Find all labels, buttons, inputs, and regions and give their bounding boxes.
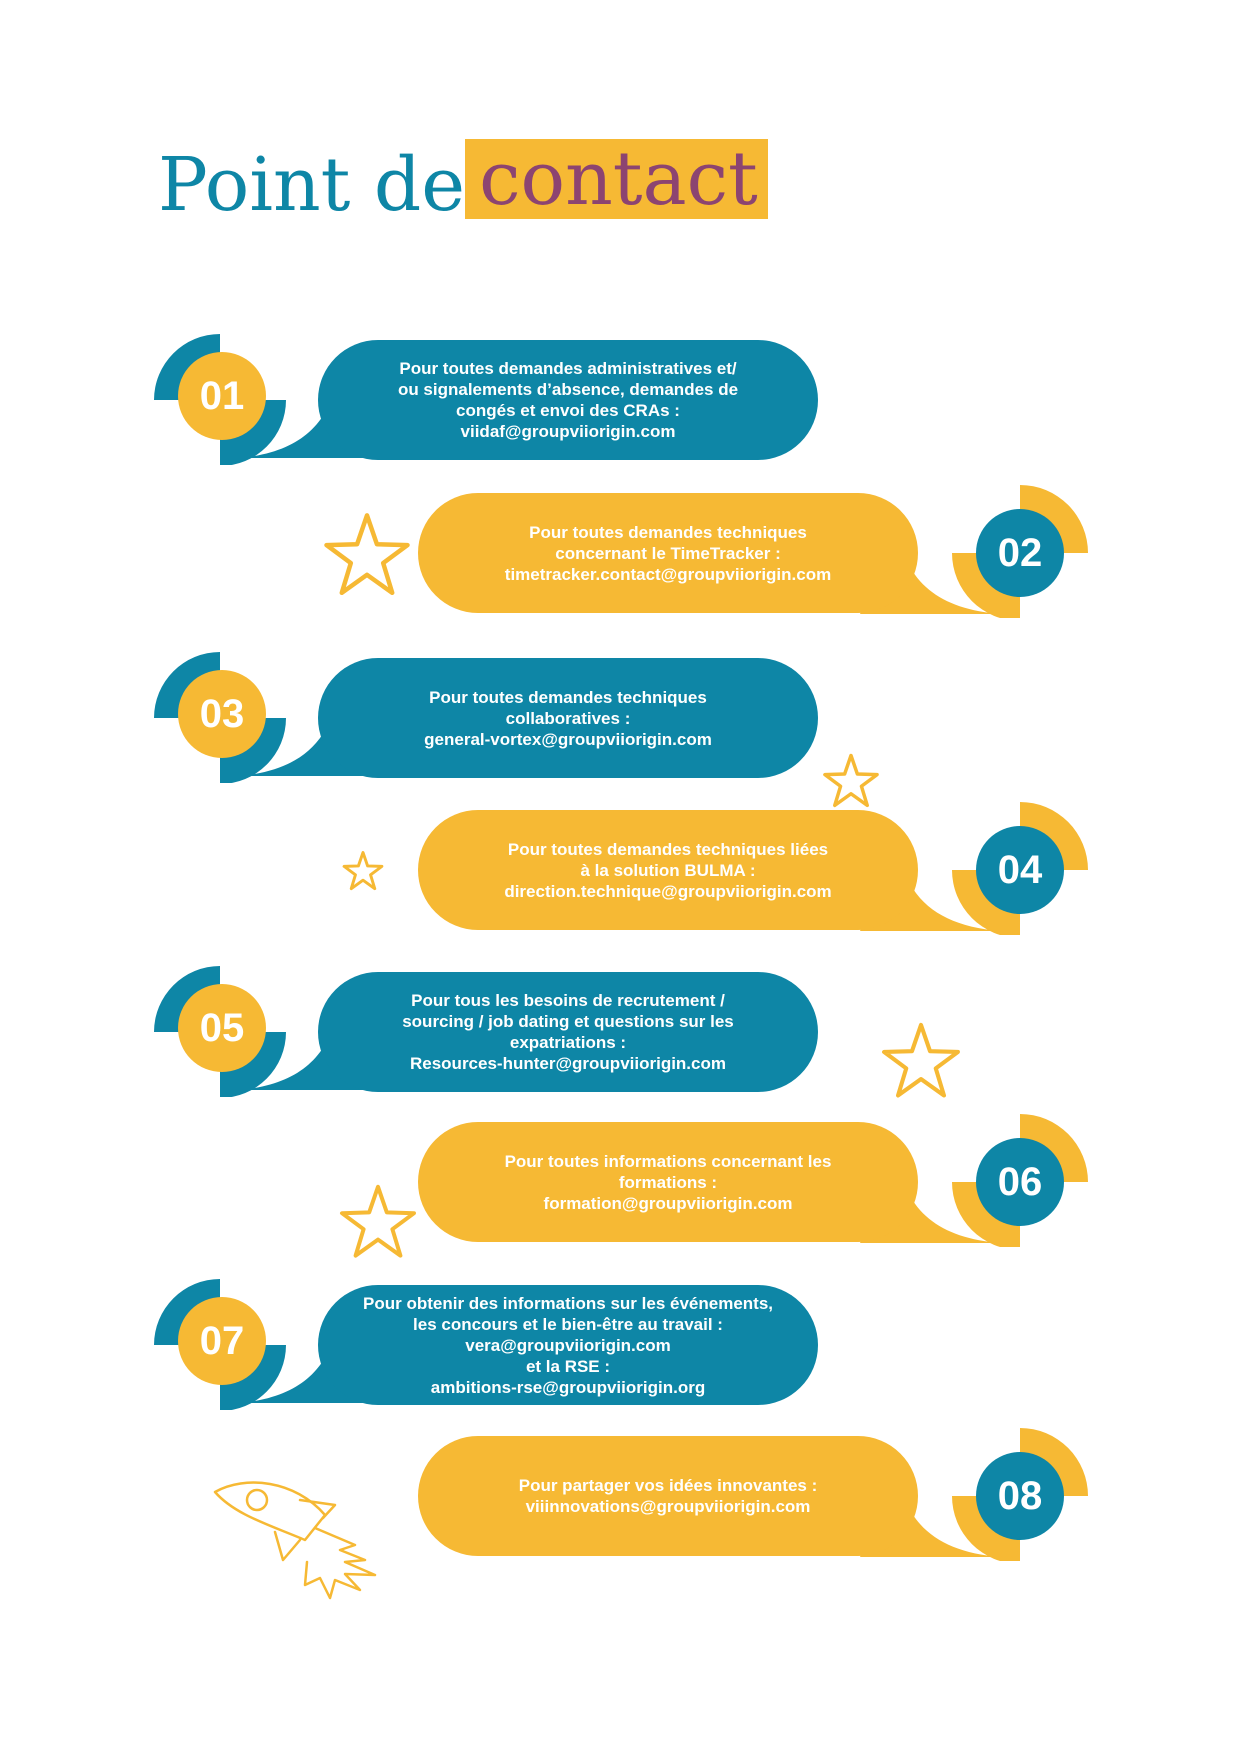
contact-text bbox=[348, 658, 788, 778]
email-link[interactable]: vera@groupviiorigin.com bbox=[465, 1335, 671, 1355]
email-link[interactable]: formation@groupviiorigin.com bbox=[543, 1193, 793, 1213]
step-badge: 05 bbox=[178, 984, 266, 1072]
text-line: Pour toutes demandes techniques bbox=[429, 687, 707, 707]
text-line: concernant le TimeTracker : bbox=[555, 543, 781, 563]
rocket-icon bbox=[205, 1470, 415, 1610]
step-badge: 01 bbox=[178, 352, 266, 440]
page-title bbox=[158, 138, 768, 233]
step-badge: 03 bbox=[178, 670, 266, 758]
contact-text bbox=[348, 1285, 788, 1405]
contact-text bbox=[448, 1436, 888, 1556]
contact-text bbox=[348, 340, 788, 460]
text-line: formations : bbox=[618, 1172, 718, 1192]
step-badge: 06 bbox=[976, 1138, 1064, 1226]
title-part-1: Point de bbox=[158, 142, 466, 228]
star-icon bbox=[322, 510, 412, 600]
text-line: congés et envoi des CRAs : bbox=[456, 401, 680, 420]
text-line: collaboratives : bbox=[505, 708, 631, 728]
text-line: Pour toutes informations concernant les bbox=[504, 1151, 832, 1171]
contact-row-03 bbox=[0, 648, 1240, 783]
star-icon bbox=[338, 1182, 418, 1262]
text-line: Pour tous les besoins de recrutement / bbox=[411, 991, 725, 1010]
step-badge: 02 bbox=[976, 509, 1064, 597]
star-icon bbox=[822, 752, 880, 810]
text-line: et la RSE : bbox=[525, 1356, 611, 1376]
step-badge: 08 bbox=[976, 1452, 1064, 1540]
email-link[interactable]: viidaf@groupviiorigin.com bbox=[460, 422, 676, 441]
text-line: les concours et le bien-être au travail : bbox=[413, 1314, 723, 1334]
title-part-2-highlight: contact bbox=[465, 139, 768, 219]
contact-text bbox=[348, 972, 788, 1092]
email-link[interactable]: viiinnovations@groupviiorigin.com bbox=[525, 1497, 811, 1516]
contact-row-06 bbox=[0, 1112, 1240, 1247]
text-line: sourcing / job dating et questions sur les bbox=[402, 1012, 734, 1031]
text-line: Pour toutes demandes administratives et/ bbox=[399, 359, 737, 378]
text-line: Pour obtenir des informations sur les événements, bbox=[363, 1293, 773, 1313]
contact-row-02 bbox=[0, 483, 1240, 618]
text-line: Pour partager vos idées innovantes : bbox=[518, 1476, 818, 1495]
contact-row-05 bbox=[0, 962, 1240, 1097]
contact-row-04 bbox=[0, 800, 1240, 935]
text-line: Pour toutes demandes techniques bbox=[529, 522, 807, 542]
email-link[interactable]: ambitions-rse@groupviiorigin.org bbox=[430, 1377, 706, 1397]
email-link[interactable]: timetracker.contact@groupviiorigin.com bbox=[504, 564, 832, 584]
email-link[interactable]: general-vortex@groupviiorigin.com bbox=[424, 729, 712, 749]
text-line: ou signalements d’absence, demandes de bbox=[397, 380, 739, 399]
text-line: à la solution BULMA : bbox=[580, 860, 756, 880]
email-link[interactable]: Resources-hunter@groupviiorigin.com bbox=[409, 1054, 726, 1073]
text-line: Pour toutes demandes techniques liées bbox=[507, 839, 829, 859]
contact-row-08 bbox=[0, 1426, 1240, 1561]
step-badge: 04 bbox=[976, 826, 1064, 914]
star-icon bbox=[880, 1020, 962, 1102]
star-icon bbox=[342, 850, 384, 892]
contact-row-01 bbox=[0, 330, 1240, 465]
contact-text bbox=[448, 810, 888, 930]
contact-text bbox=[448, 493, 888, 613]
email-link[interactable]: direction.technique@groupviiorigin.com bbox=[504, 881, 832, 901]
text-line: expatriations : bbox=[509, 1033, 627, 1052]
contact-row-07 bbox=[0, 1275, 1240, 1410]
contact-text bbox=[448, 1122, 888, 1242]
step-badge: 07 bbox=[178, 1297, 266, 1385]
